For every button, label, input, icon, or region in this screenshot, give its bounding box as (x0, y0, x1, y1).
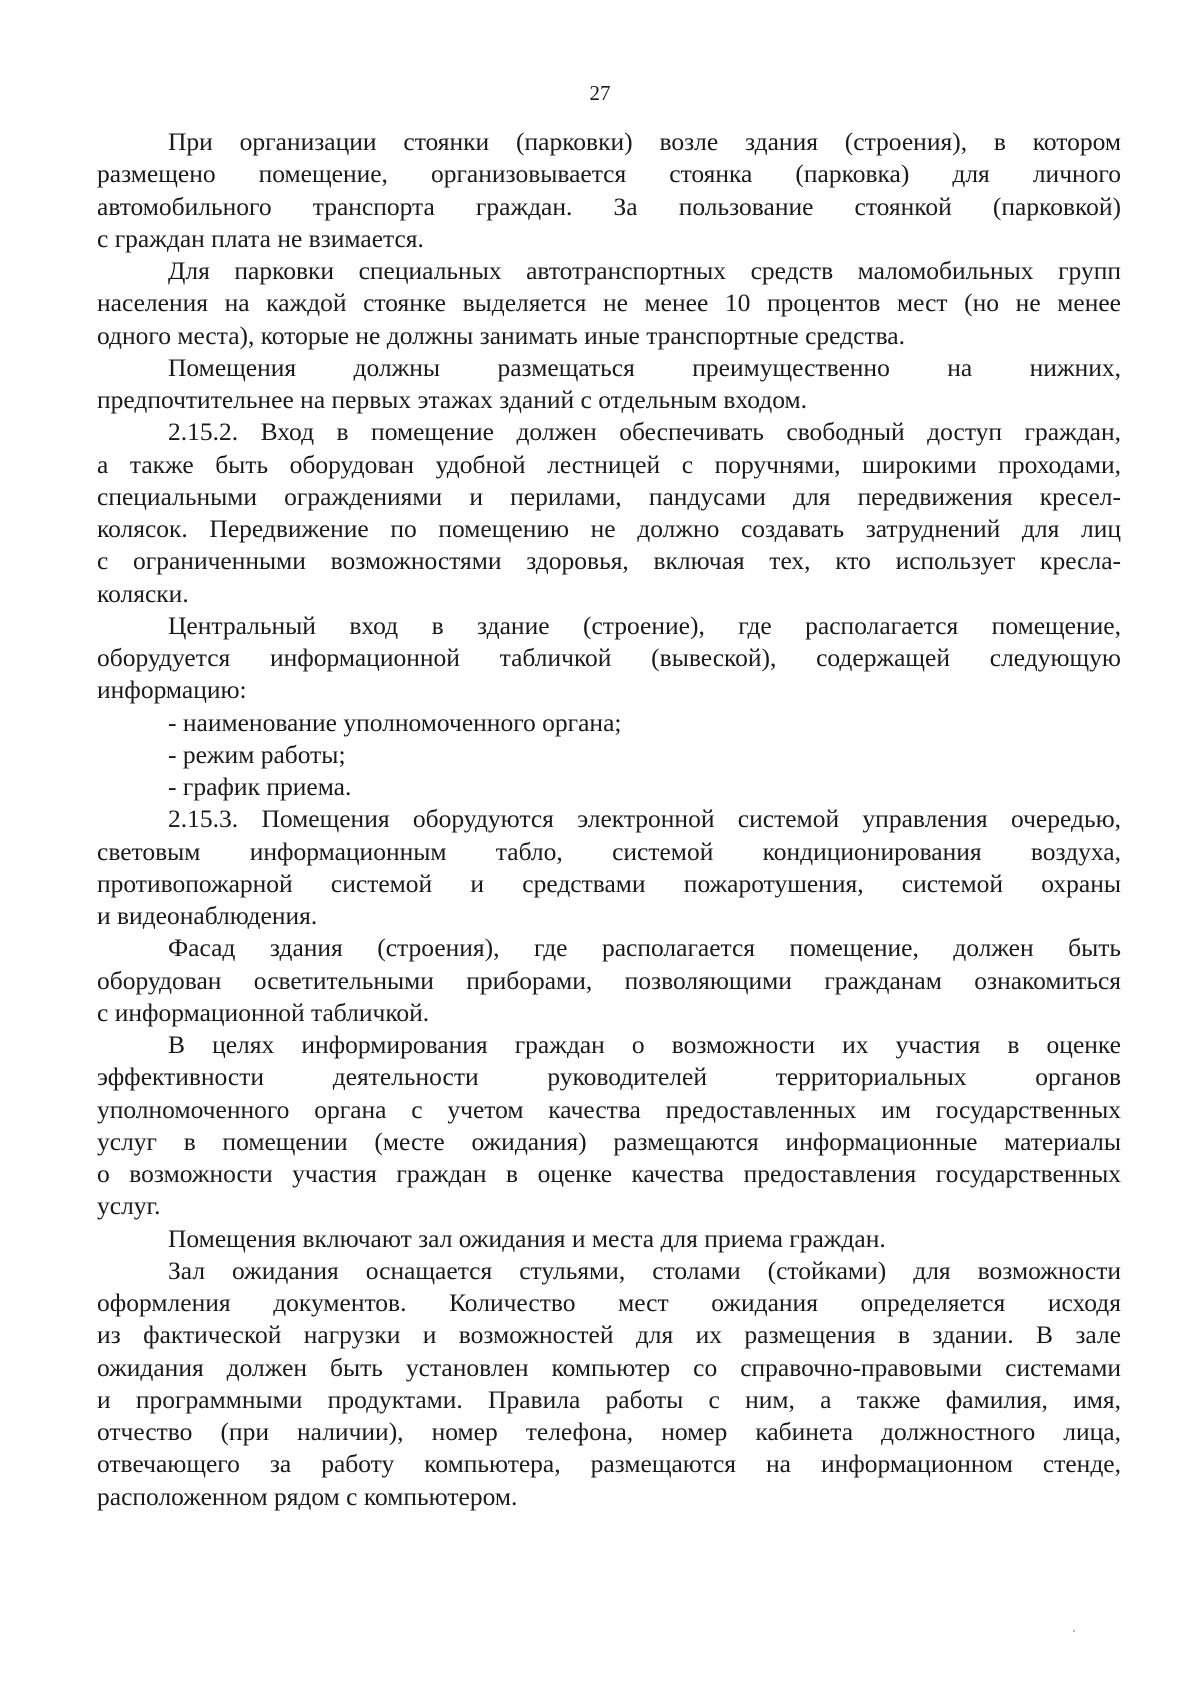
text-line: с граждан плата не взимается. (97, 223, 424, 253)
text-line: В целях информирования граждан о возможности их участия в оценке (168, 1030, 1121, 1059)
list-item: - график приема. (168, 772, 352, 801)
page-number: 27 (589, 81, 611, 105)
text-line: эффективности деятельности руководителей территориальных органов (97, 1062, 1121, 1092)
text-line: Помещения включают зал ожидания и места для приема граждан. (168, 1223, 886, 1253)
list-item: - наименование уполномоченного органа; (168, 707, 622, 737)
text-line: отвечающего за работу компьютера, размещаются на информационном стенде, (97, 1449, 1121, 1479)
scan-speck (1073, 1630, 1075, 1632)
text-line: с ограниченными возможностями здоровья, включая тех, кто использует кресла- (97, 546, 1121, 576)
text-line: предпочтительнее на первых этажах зданий с отдельным входом. (97, 385, 807, 414)
text-line: оборудован осветительными приборами, позволяющими гражданам ознакомиться (97, 965, 1121, 995)
text-line: коляски. (97, 578, 189, 608)
text-line: одного места), которые не должны занимать иные транспортные средства. (97, 320, 905, 350)
text-line: услуг. (97, 1191, 161, 1221)
text-line: а также быть оборудован удобной лестницей с поручнями, широкими проходами, (97, 449, 1121, 479)
list-item: - режим работы; (168, 739, 346, 769)
text-line: оборудуется информационной табличкой (вывеской), содержащей следующую (97, 643, 1121, 672)
text-line: специальными ограждениями и перилами, пандусами для передвижения кресел- (97, 481, 1121, 511)
text-line: и программными продуктами. Правила работы с ним, а также фамилия, имя, (97, 1384, 1121, 1414)
text-line: 2.15.3. Помещения оборудуются электронной системой управления очередью, (168, 804, 1121, 834)
text-line: При организации стоянки (парковки) возле здания (строения), в котором (168, 127, 1121, 156)
text-line: информацию: (97, 675, 247, 705)
text-line: услуг в помещении (месте ожидания) размещаются информационные материалы (97, 1126, 1121, 1156)
text-line: Для парковки специальных автотранспортных средств маломобильных групп (168, 256, 1121, 285)
text-line: оформления документов. Количество мест ожидания определяется исходя (97, 1288, 1121, 1317)
text-line: Зал ожидания оснащается стульями, столами (стойками) для возможности (168, 1255, 1121, 1285)
document-body (97, 126, 1121, 1513)
text-line: размещено помещение, организовывается стоянка (парковка) для личного (97, 159, 1121, 189)
text-line: уполномоченного органа с учетом качества предоставленных им государственных (97, 1094, 1121, 1124)
text-line: Центральный вход в здание (строение), где располагается помещение, (168, 610, 1121, 640)
text-line: и видеонаблюдения. (97, 901, 318, 930)
text-line: световым информационным табло, системой кондиционирования воздуха, (97, 836, 1121, 866)
text-line: отчество (при наличии), номер телефона, номер кабинета должностного лица, (97, 1417, 1121, 1446)
text-line: Фасад здания (строения), где располагается помещение, должен быть (168, 933, 1121, 963)
text-line: расположенном рядом с компьютером. (97, 1481, 518, 1511)
text-line: из фактической нагрузки и возможностей для их размещения в здании. В зале (97, 1320, 1121, 1350)
text-line: населения на каждой стоянке выделяется не менее 10 процентов мест (но не менее (97, 288, 1121, 318)
text-line: о возможности участия граждан в оценке качества предоставления государственных (97, 1159, 1121, 1188)
text-line: противопожарной системой и средствами пожаротушения, системой охраны (97, 868, 1121, 898)
text-line: 2.15.2. Вход в помещение должен обеспечивать свободный доступ граждан, (168, 417, 1121, 447)
text-line: колясок. Передвижение по помещению не должно создавать затруднений для лиц (97, 514, 1121, 543)
text-line: с информационной табличкой. (97, 997, 430, 1027)
text-line: автомобильного транспорта граждан. За пользование стоянкой (парковкой) (97, 191, 1121, 221)
text-line: ожидания должен быть установлен компьютер со справочно-правовыми системами (97, 1352, 1121, 1382)
text-line: Помещения должны размещаться преимущественно на нижних, (168, 352, 1121, 382)
